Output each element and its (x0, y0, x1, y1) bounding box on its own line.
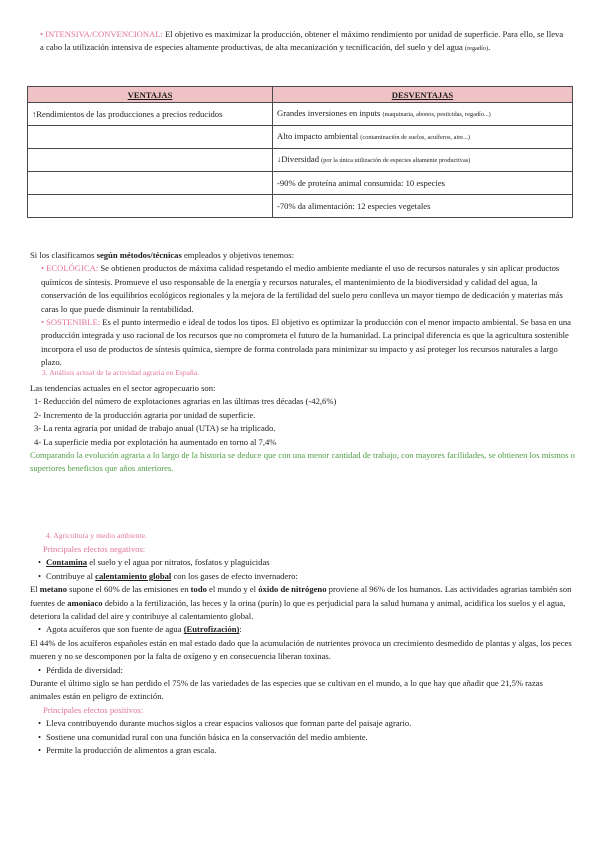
empty-cell (28, 172, 273, 195)
table-row (28, 149, 573, 172)
acuiferos-paragraph: El 44% de los acuíferos españoles están en mal estado dado que la acumulación de nutrientes provoca un crecimiento desmedido de plantas y algas, los peces mueren y no se descomponen por la falta de oxígeno y en consecuencia liberan toxinas. (30, 637, 572, 662)
conclusion-text: Comparando la evolución agraria a lo largo de la historia se deduce que con una menor cantidad de trabajo, con mayores facilidades, se obtienen los mismos o superiores beneficios que años anteriores. (30, 450, 575, 474)
bold-text: (Eutrofización) (183, 624, 240, 635)
clasificacion-intro (30, 249, 575, 262)
sostenible-text: Es el punto intermedio e ideal de todos los tipos. El objetivo es optimizar la producción con el menor impacto ambiental. Se basa en una producción integrada y uso racional de los recursos que no comprometa el futuro de la humanidad. La principal diferencia es que la agricultura sostenible incorpora el uso de productos de síntesis química, siempre de forma controlada para minimizar su impacto y así proteger los recursos naturales a largo plazo. (41, 317, 571, 368)
bold-text: amoniaco (67, 597, 103, 608)
text: el mundo y el (206, 584, 259, 595)
table-row (28, 172, 573, 195)
bullet-dot: • (38, 718, 42, 729)
desventaja-cell (273, 195, 573, 218)
bold-text: todo (190, 584, 207, 595)
metano-paragraph (30, 583, 575, 623)
empty-cell (28, 195, 273, 218)
table-header-row (28, 87, 573, 103)
list-item (30, 556, 575, 569)
empty-cell (28, 126, 273, 149)
bold-text: metano (39, 584, 68, 595)
positive-effects-title: Principales efectos positivos: (43, 704, 144, 715)
text: supone el 60% de las emisiones en (67, 584, 191, 595)
table-row (28, 103, 573, 126)
text: debido a la fertilización, las heces y la orina (purín) lo que es perjudicial para la salud humana y animal, acidifica los suelos y el agua, deteriora la calidad del aire y contribuye al calentamiento global. (30, 597, 566, 622)
list-item: 3- La renta agraria por unidad de trabajo anual (UTA) se ha triplicado. (34, 423, 276, 434)
section-4-heading: 4. Agricultura y medio ambiente. (46, 531, 147, 540)
period: . (488, 42, 491, 53)
bold-text: Contamina (46, 557, 88, 568)
list-item: 2- Incremento de la producción agraria por unidad de superficie. (34, 409, 256, 420)
bullet: • (40, 29, 44, 39)
text: proviene al 96% de los humanos. Las actividades agrarias también son fuentes de (30, 584, 572, 608)
tendencias-section (30, 382, 575, 476)
text: Contribuye al (46, 570, 96, 581)
desventaja-text: -90% de proteína animal consumida: 10 especies (277, 178, 446, 188)
bullet-dot: • (38, 624, 42, 635)
text: Si los clasificamos (30, 250, 97, 260)
list-item (30, 731, 575, 744)
bullet-dot: • (38, 570, 42, 581)
list-item: 4- La superficie media por explotación ha aumentado en torno al 7,4% (34, 436, 277, 447)
regadio-note: (regadío) (464, 45, 489, 53)
desventaja-cell (273, 149, 573, 172)
ventajas-desventajas-table (27, 86, 573, 218)
text: Lleva contribuyendo durante muchos siglos a crear espacios valiosos que forman parte del paisaje agrario. (46, 718, 412, 729)
desventaja-text: Grandes inversiones en inputs (277, 108, 383, 118)
text: El (30, 584, 40, 595)
desventaja-note: (por la única utilización de especies altamente productivas) (321, 157, 471, 164)
ventaja-cell: ↑Rendimientos de las producciones a precios reducidos (28, 103, 273, 126)
desventaja-text: ↓Diversidad (277, 154, 322, 164)
empty-cell (28, 149, 273, 172)
text: Pérdida de diversidad: (46, 664, 123, 675)
desventaja-note: (maquinaria, abonos, pesticidas, regadío...) (382, 111, 491, 118)
header-ventajas: VENTAJAS (28, 87, 273, 103)
list-item (30, 570, 575, 583)
ecologica-text: Se obtienen productos de máxima calidad respetando el medio ambiente mediante el uso de recursos naturales y sin aplicar productos químicos de síntesis. Promueve el uso responsable de la energía y recursos naturales, el mantenimiento de la biodiversidad y calidad del agua, la conservación de los equilibrios ecológicos regionales y la mejora de la fertilidad del suelo pero conlleva un mayor tiempo de dedicación y materias más caras lo que puede disminuir la rentabilidad. (41, 263, 563, 314)
intensiva-paragraph (40, 28, 568, 56)
desventaja-cell (273, 172, 573, 195)
section-3-heading: 3. Análisis actual de la actividad agraria en España. (42, 368, 200, 377)
sostenible-paragraph (30, 316, 575, 370)
negative-effects-title: Principales efectos negativos: (43, 544, 146, 554)
bullet-dot: • (38, 557, 42, 568)
table-row (28, 126, 573, 149)
sostenible-label: • SOSTENIBLE: (41, 317, 101, 328)
list-item (30, 664, 575, 677)
perdida-paragraph: Durante el último siglo se han perdido el 75% de las variedades de las especies que se cultivan en el mundo, a lo que hay que añadir que 21,5% razas animales están en peligro de extinción. (30, 678, 543, 702)
text: empleados y objetivos tenemos: (181, 250, 294, 260)
clasificacion-section (30, 249, 575, 370)
desventaja-text: -70% da alimentación: 12 especies vegetales (277, 201, 431, 211)
bold-text: calentamiento global (95, 570, 172, 581)
text: Agota acuíferos que son fuente de agua (46, 624, 184, 635)
text: Permite la producción de alimentos a gran escala. (46, 745, 217, 756)
bullet-dot: • (38, 745, 42, 756)
bold-text: según métodos/técnicas (96, 250, 182, 260)
desventaja-cell (273, 103, 573, 126)
ecologica-label: • ECOLÓGICA: (41, 263, 99, 274)
bold-text: óxido de nitrógeno (258, 584, 327, 595)
text: con los gases de efecto invernadero: (171, 570, 298, 581)
intensiva-label: INTENSIVA/CONVENCIONAL: (45, 29, 163, 39)
desventaja-cell (273, 126, 573, 149)
text: el suelo y el agua por nitratos, fosfatos y plaguicidas (87, 557, 270, 568)
tendencias-intro: Las tendencias actuales en el sector agropecuario son: (30, 383, 216, 393)
table-row (28, 195, 573, 218)
text: Sostiene una comunidad rural con una función básica en la conservación del medio ambiente. (46, 731, 368, 742)
medio-ambiente-section (30, 543, 575, 758)
list-item: 1- Reducción del número de explotaciones agrarias en las últimas tres décadas (-42,6%) (34, 396, 337, 407)
desventaja-note: (contaminación de suelos, acuíferos, aire...) (360, 134, 470, 141)
list-item (30, 623, 575, 636)
list-item (30, 744, 575, 757)
text: : (239, 624, 242, 635)
list-item (30, 717, 575, 730)
desventaja-text: Alto impacto ambiental (277, 131, 361, 141)
ecologica-paragraph (30, 262, 575, 316)
intensiva-text: El objetivo es maximizar la producción, obtener el máximo rendimiento por unidad de superficie. Para ello, se lleva a cabo la utilización intensiva de especies altamente productivas, de alta mecanización y tecnificación, del suelo y del agua (40, 29, 564, 53)
bullet-dot: • (38, 664, 42, 675)
bullet-dot: • (38, 731, 42, 742)
header-desventajas: DESVENTAJAS (273, 87, 573, 103)
